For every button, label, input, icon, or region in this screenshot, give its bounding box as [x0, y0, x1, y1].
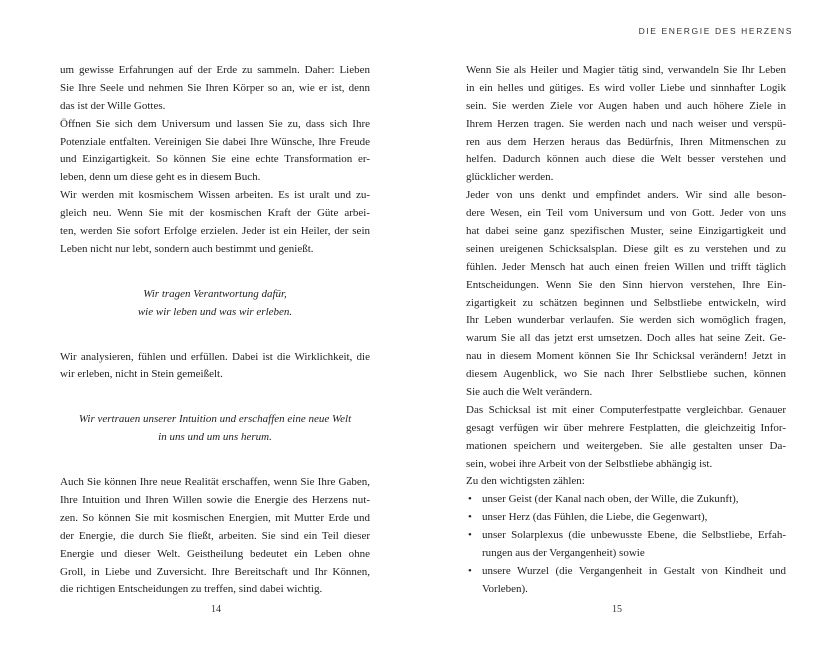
text-line: zen. So können Sie mit kosmischen Energien, mit Mutter Erde und: [60, 511, 370, 524]
text-line: und Einzigartigkeit. So können Sie eine echte Transformation er-: [60, 153, 370, 166]
page-number-left: 14: [211, 604, 221, 615]
list-item: [466, 491, 786, 509]
bullet-icon: •: [468, 564, 472, 577]
text-line: hat dabei seine ganz spezifischen Muster, seine Einzigartigkeit und: [466, 225, 786, 238]
spacer: [60, 322, 370, 349]
text-line: sein. Sie werden Ziele vor Augen haben und auch höhere Ziele in: [466, 99, 786, 112]
spacer: [60, 384, 370, 411]
text-line: Leben nicht nur lebt, sondern auch bestimmt und genießt.: [60, 242, 314, 255]
text-line: die richtigen Entscheidungen zu treffen, sind dabei wichtig.: [60, 583, 323, 596]
right-page: [416, 0, 833, 648]
text-line: Entscheidungen. Wenn Sie den Sinn hiervon verstehen, Ihre Ein-: [466, 278, 786, 291]
text-line: Sie auch die Welt verändern.: [466, 386, 593, 399]
bullet-icon: •: [468, 511, 472, 524]
text-line: Ihr Leben wunderbar verlaufen. Sie werden sich womöglich fragen,: [466, 314, 786, 327]
text-line: Wir analysieren, fühlen und erfüllen. Dabei ist die Wirklichkeit, die: [60, 350, 370, 363]
running-header: DIE ENERGIE DES HERZENS: [638, 26, 793, 36]
text-line: glücklicher werden.: [466, 171, 554, 184]
pull-quote-line: Wir vertrauen unserer Intuition und erschaffen eine neue Welt: [78, 413, 352, 426]
text-line: um gewisse Erfahrungen auf der Erde zu sammeln. Daher: Lieben: [60, 64, 370, 76]
spacer: [60, 259, 370, 286]
text-line: in ein helles und gütiges. Es wird voller Liebe und sinnhafter Logik: [466, 81, 786, 94]
left-page: [0, 0, 416, 648]
pull-quote-line: Wir tragen Verantwortung dafür,: [143, 287, 287, 300]
text-line: Groll, in Liebe und Zuversicht. Ihre Bereitschaft und Ihr Können,: [60, 565, 370, 578]
text-line: Energie und dieser Welt. Geistheilung bedeutet ein Leben ohne: [60, 547, 370, 560]
text-line: Ihrem Herzen tragen. Sie werden nach und nach weiser und verspü-: [466, 117, 786, 130]
list-item-text: unser Herz (das Fühlen, die Liebe, die Gegenwart),: [482, 511, 708, 524]
text-line: leben, denn um diese geht es in diesem Buch.: [60, 171, 261, 184]
text-line: zigartigkeit zu schätzen beginnen und Selbstliebe entwickeln, wird: [466, 296, 786, 309]
text-line: Das Schicksal ist mit einer Computerfestpatte vergleichbar. Genauer: [466, 403, 786, 416]
page-number-right: 15: [612, 604, 622, 615]
right-page-text: [466, 62, 786, 599]
text-line: wir erleben, nicht in Stein gemeißelt.: [60, 368, 223, 381]
pull-quote-line: wie wir leben und was wir erleben.: [137, 305, 293, 318]
list-item-text: rungen aus der Vergangenheit) sowie: [482, 547, 645, 560]
text-line: mationen speichern und weitergeben. Sie alle gestalten unser Da-: [466, 439, 786, 452]
text-line: diesem Augenblick, wo Sie nach Ihrer Selbstliebe suchen, können: [466, 368, 786, 381]
text-line: Ihre Intuition und Ihren Willen sowie die Energie des Herzens nut-: [60, 494, 370, 507]
list-item: [466, 563, 786, 599]
text-line: Öffnen Sie sich dem Universum und lassen Sie zu, dass sich Ihre: [60, 117, 370, 130]
text-line: Jeder von uns denkt und empfindet anders. Wir sind alle beson-: [466, 189, 786, 202]
text-line: der Energie, die durch Sie fließt, arbeiten. Sie sind ein Teil dieser: [60, 529, 370, 542]
text-line: ren aus dem Herzen heraus das Bedürfnis, Ihren Mitmenschen zu: [466, 135, 786, 148]
text-line: dere Wesen, ein Teil vom Universum und von Gott. Jeder von uns: [466, 207, 786, 220]
text-line: nau in diesem Moment können Sie Ihr Schicksal verändern! Jetzt in: [466, 350, 786, 363]
pull-quote-line: in uns und um uns herum.: [158, 431, 272, 444]
text-line: Wenn Sie als Heiler und Magier tätig sind, verwandeln Sie Ihr Leben: [466, 64, 786, 76]
left-page-text: [60, 62, 370, 599]
text-line: seinen ureigenen Schicksalsplan. Diese gilt es zu verstehen und zu: [466, 242, 786, 255]
list-item-text: unser Solarplexus (die unbewusste Ebene, die Selbstliebe, Erfah-: [482, 529, 786, 542]
text-line: gesagt verfügen wir über mehrere Festplatten, die gleichzeitig Infor-: [466, 421, 786, 434]
list-item: [466, 527, 786, 563]
text-line: gleich neu. Wenn Sie mit der kosmischen Kraft der Güte arbei-: [60, 207, 370, 220]
text-line: fühlen. Jeder Mensch hat auch einen freien Willen und trifft täglich: [466, 260, 786, 273]
text-line: Sie Ihre Seele und nehmen Sie Ihren Körper so an, wie er ist, denn: [60, 81, 370, 94]
list-item: [466, 509, 786, 527]
text-line: Zu den wichtigsten zählen:: [466, 475, 585, 488]
text-line: das ist der Wille Gottes.: [60, 99, 166, 112]
text-line: Auch Sie können Ihre neue Realität erschaffen, wenn Sie Ihre Gaben,: [60, 476, 370, 489]
list-item-text: unsere Wurzel (die Vergangenheit in Gestalt von Kindheit und: [482, 564, 786, 577]
bullet-list: [466, 491, 786, 598]
list-item-text: unser Geist (der Kanal nach oben, der Wille, die Zukunft),: [482, 493, 739, 506]
bullet-icon: •: [468, 529, 472, 542]
text-line: ten, werden Sie sofort Erfolge erzielen. Jeder ist ein Heiler, der sein: [60, 225, 370, 238]
list-item-text: Vorleben).: [482, 582, 528, 595]
spacer: [60, 447, 370, 474]
text-line: sein, wobei ihre Arbeit von der Selbstliebe abhängig ist.: [466, 457, 713, 470]
text-line: Potenziale entfalten. Vereinigen Sie dabei Ihre Wünsche, Ihre Freude: [60, 135, 370, 148]
text-line: warum Sie all das jetzt erst umsetzen. Doch alles hat seine Zeit. Ge-: [466, 332, 786, 345]
text-line: helfen. Dadurch können auch diese die Welt besser verstehen und: [466, 153, 786, 166]
text-line: Wir werden mit kosmischem Wissen arbeiten. Es ist uralt und zu-: [60, 189, 370, 202]
bullet-icon: •: [468, 493, 472, 506]
